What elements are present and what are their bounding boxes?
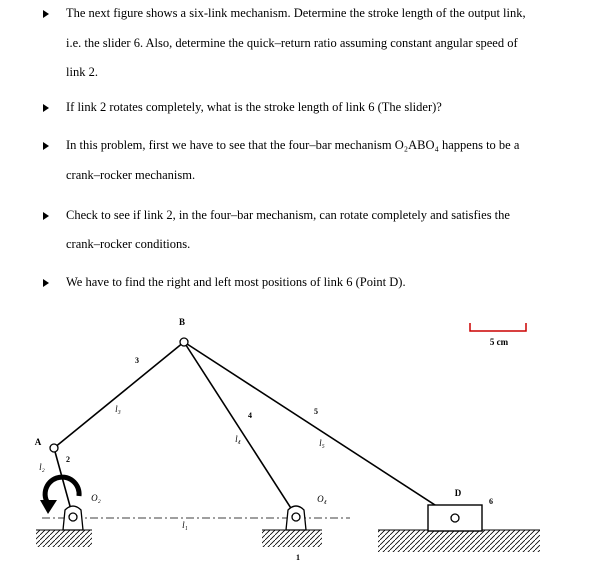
joint-a xyxy=(50,444,58,452)
label-link-4: 4 xyxy=(248,411,252,420)
link-3 xyxy=(54,342,184,448)
label-o2: O₂ xyxy=(91,493,101,503)
bullet-4-line-1: Check to see if link 2, in the four–bar mechanism, can rotate completely and satisfies the xyxy=(66,208,510,222)
label-o4: O₄ xyxy=(317,494,327,504)
bullet-3-line-1: In this problem, first we have to see that the four–bar mechanism O₂ABO₄ happens to be a xyxy=(66,138,520,152)
ground-o4 xyxy=(262,530,322,547)
label-l4: l₄ xyxy=(235,434,241,444)
bullet-5-line-1: We have to find the right and left most positions of link 6 (Point D). xyxy=(66,275,406,289)
bullet-1-line-3: link 2. xyxy=(66,65,98,79)
bullet-2-line-1: If link 2 rotates completely, what is the stroke length of link 6 (The slider)? xyxy=(66,100,442,114)
bullet-1-line-2: i.e. the slider 6. Also, determine the quick–return ratio assuming constant angular speed of xyxy=(66,36,518,50)
ground-slider xyxy=(378,530,540,552)
scale-bar xyxy=(470,323,526,331)
label-link-3: 3 xyxy=(135,356,139,365)
label-link-6: 6 xyxy=(489,497,493,506)
link-5 xyxy=(184,342,455,518)
label-link-1: 1 xyxy=(296,553,300,562)
bullet-1-line-1: The next figure shows a six-link mechanism. Determine the stroke length of the output link, xyxy=(66,6,526,20)
rotation-arrowhead-icon xyxy=(40,500,57,514)
label-d: D xyxy=(454,488,462,498)
bullet-arrow-icon xyxy=(43,279,49,287)
bullet-arrow-icon xyxy=(43,142,49,150)
bullet-arrow-icon xyxy=(43,10,49,18)
label-a: A xyxy=(34,437,42,447)
label-l5: l₅ xyxy=(319,438,325,448)
joint-b xyxy=(180,338,188,346)
pivot-support-o2 xyxy=(63,506,83,530)
bullet-arrow-icon xyxy=(43,212,49,220)
scale-label: 5 cm xyxy=(489,337,509,347)
label-b: B xyxy=(178,317,186,327)
label-l1: l₁ xyxy=(182,520,188,530)
bullet-3-line-2: crank–rocker mechanism. xyxy=(66,168,196,182)
label-l3: l₃ xyxy=(115,404,121,414)
six-link-mechanism-diagram xyxy=(0,300,600,576)
label-l2: l₂ xyxy=(39,462,45,472)
bullet-4-line-2: crank–rocker conditions. xyxy=(66,237,191,251)
joint-d xyxy=(451,514,459,522)
bullet-arrow-icon xyxy=(43,104,49,112)
label-link-5: 5 xyxy=(314,407,318,416)
ground-o2 xyxy=(36,530,92,547)
label-link-2: 2 xyxy=(66,455,70,464)
pivot-support-o4 xyxy=(286,506,306,530)
link-4 xyxy=(184,342,296,516)
